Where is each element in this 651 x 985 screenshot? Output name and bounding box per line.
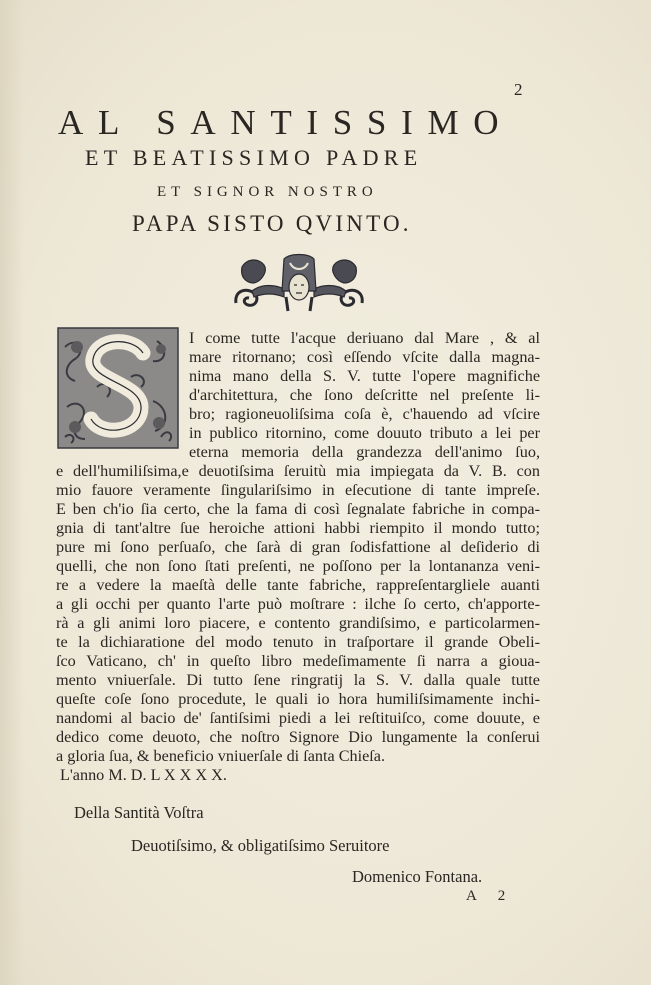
body-line: re a vedere la maeſtà delle tante fabriche, rappreſentargliele auanti	[56, 576, 540, 594]
body-line: dedico come deuoto, che noſtro Signore Dio lungamente la conſerui	[56, 728, 540, 746]
body-line: mare ritornano; così eſſendo vſcite dalla magna-	[189, 348, 540, 366]
closing-salutation: Della Santità Voſtra	[74, 803, 204, 822]
body-line: eterna memoria della grandezza dell'animo ſuo,	[189, 443, 540, 461]
body-line: bro; ragioneuoliſsima coſa è, c'hauendo ad vſcire	[189, 405, 540, 423]
body-line: in publico ritornino, come douuto tributo a lei per	[189, 424, 540, 442]
body-line: rà a gli animi loro piacere, e contento grandiſsimo, e particolarmen-	[56, 614, 540, 632]
signature-mark: A 2	[466, 888, 515, 904]
body-line: quelli, che non ſono ſtati preſenti, ne poſſono per la lontananza veni-	[56, 557, 540, 575]
body-line: mento vniuerſale. Di tutto ſene ringratij la S. V. dalla quale tutte	[56, 671, 540, 689]
body-line: nima mano della S. V. tutte l'opere magnifiche	[189, 367, 540, 385]
body-line: nandomi al bacio de' ſantiſsimi piedi a lei reſtituiſco, come douute, e	[56, 709, 540, 727]
body-line: te la dichiaratione del modo tenuto in traſportare il grande Obeli-	[56, 633, 540, 651]
author-signature: Domenico Fontana.	[352, 867, 483, 886]
body-line: e dell'humiliſsima,e deuotiſsima ſeruitù mia impiegata da V. B. con	[56, 462, 540, 480]
body-line: ſco Vaticano, ch' in queſto libro medeſimamente ſi narra a gioua-	[56, 652, 540, 670]
body-line: I come tutte l'acque deriuano dal Mare , & al	[189, 329, 540, 347]
dedication-heading-line-4: PAPA SISTO QVINTO.	[132, 211, 412, 236]
page-number: 2	[514, 80, 523, 99]
drop-cap-s-icon	[57, 327, 179, 449]
body-line: mio fauore veramente ſingulariſsimo in eſecutione di tante impreſe.	[56, 481, 540, 499]
date-line: L'anno M. D. L X X X X.	[60, 766, 227, 784]
dedication-heading-line-1: AL SANTISSIMO	[58, 103, 514, 142]
body-line: d'architettura, che ſono deſcritte nel preſente li-	[189, 386, 540, 404]
body-line: queſte coſe ſono procedute, le quali io hora humiliſsimamente inchi-	[56, 690, 540, 708]
body-line: gnia di tant'altre ſue heroiche attioni habbi riempito il mondo tutto;	[56, 519, 540, 537]
body-line: E ben ch'io ſia certo, che la fama di così ſegnalate fabriche in compa-	[56, 500, 540, 518]
headpiece-ornament-icon	[232, 253, 366, 313]
body-line: a gli occhi per quanto l'arte può moſtrare : ilche ſo certo, ch'apporte-	[56, 595, 540, 613]
body-line: a gloria ſua, & beneficio vniuerſale di ſanta Chieſa.	[56, 747, 386, 765]
dedication-heading-line-3: ET SIGNOR NOSTRO	[157, 184, 378, 200]
body-line: pure mi ſono perſuaſo, che ſarà di gran ſodisfattione al deſiderio di	[56, 538, 540, 556]
closing-servant: Deuotiſsimo, & obligatiſsimo Seruitore	[131, 836, 390, 855]
dedication-heading-line-2: ET BEATISSIMO PADRE	[85, 145, 423, 170]
